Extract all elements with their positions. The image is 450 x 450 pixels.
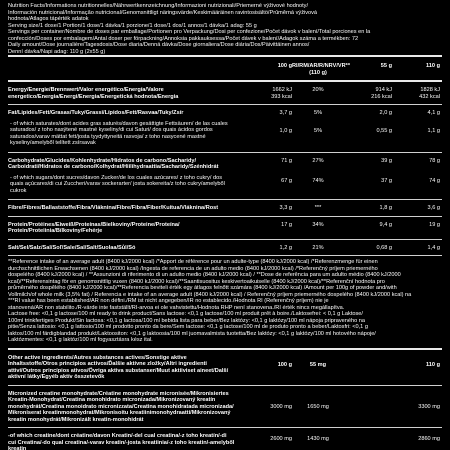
cell-value: 0,68 g <box>376 244 392 251</box>
header-line: Denní dávka/Napi adag: 110 g (2x55 g) <box>8 48 106 55</box>
footnote-line: stanovená/AR non stabilito./R-värde inte fastställt/RI-arvoa ei ole vahvistettu/Hodnota RHP není stanovena./RI érték nincs megállapítva. <box>8 304 345 311</box>
table-row-salt <box>8 239 442 256</box>
row-label: Energy/Energie/Brennwert/Valor energético/Energía/Valore energetico/Energia/Energi/Energia/Energetická hodnota/Energia <box>8 87 179 100</box>
cell-value: 1662 kJ <box>272 87 292 93</box>
cell-value: 74 g <box>429 177 440 184</box>
header-line: confección/Doses por embalagem/Antal doser per förpackning/Annoksia pakkauksessa/Počet dávek v balení/Adagok száma a termékben: 72 <box>8 35 359 42</box>
cell-value: 914 kJ <box>375 87 392 93</box>
table-header-row <box>8 55 442 80</box>
cell-value: 21% <box>312 244 324 251</box>
cell-value: 5% <box>313 110 323 116</box>
footnote-line: **Reference intake of an average adult (8400 kJ/2000 kcal) /*Apport de référence pour un adulte-type (8400 kJ/2000 kcal) /*Referenzmenge für einen <box>8 259 378 265</box>
row-label: - of which saturates/dont acides gras saturés/davon gesättigte Fettsäuren/ de las cuales saturados/ z toho nasýtené mastné kyseliny/di cui Saturi/ dos quais ácidos gordos saturados/varav mättat fett/josta tyydyttyneitä rasvoja/ z toho nasycené mastné kyseliny/amelyből telített zsírsavak <box>10 120 228 146</box>
col-header-110g: 110 g <box>426 63 440 69</box>
header-line: Daily amount/Dose journalière/Tagesdosis/Dose diaria/Denná dávka/Dose giornaliera/Dose diária/Dos/Päivittäinen annos/ <box>8 42 310 48</box>
nutrition-label <box>8 0 442 450</box>
col-header-ri: RI/RM/AR/R/NRV/VR**(110 g) <box>292 63 351 76</box>
cell-value: 3,7 g <box>279 110 292 116</box>
nutrition-header <box>8 0 442 55</box>
cell-value: 3000 mg <box>270 403 292 410</box>
cell-value: 2860 mg <box>418 436 440 442</box>
col-header-55mg: 55 mg <box>309 361 327 368</box>
row-label: Protein/Protéines/Eiweiß/Proteínas/Bielkoviny/Proteine/Proteína/ Protein/Proteiinia/Bílkoviny/Fehérje <box>8 221 180 234</box>
cell-value: *** <box>314 205 322 211</box>
cell-value: 432 kcal <box>419 93 440 100</box>
row-label: Fibre/Fibres/Ballaststoffe/Fibra/Vláknina/Fibre/Fibra/Fiber/Kuitua/Vláknina/Rost <box>8 205 219 211</box>
col-header-100g: 100 g <box>277 63 292 69</box>
section-carbohydrate <box>8 152 442 200</box>
row-label: Other active ingredients/Autres substances actives/Sonstige aktive Inhaltsstoffe/Otros principios activos/Ďalšie aktívne zložky/Altri ingredienti attivi/Outros princípios ativos/Övriga aktiva substanser/Muut aktiiviset aineet/Další aktivní látky/Egyéb aktív összetevők <box>8 354 229 380</box>
col-header-55g: 55 g <box>380 63 392 69</box>
cell-value: 2,0 g <box>379 110 392 116</box>
cell-value: 1,1 g <box>427 127 440 134</box>
row-label: Carbohydrate/Glucides/Kohlenhydrate/Hidratos de carbono/Sacharidy/ Carboidrati/Hidratos de carbono/Kolhydrat/Hiilihydraattia/Sacharidy/Szénhidrát <box>8 157 219 170</box>
row-label: - of which sugars/dont sucres/davon Zucker/de los cuales azúcares/ z toho cukry/ dos quais açúcares/di cui Zuccheri/varav sockerarter/ josta sokereita/z toho cukry/amelyből cukrok <box>10 174 225 194</box>
cell-value: 37 g <box>381 177 392 184</box>
table-row-fibre <box>8 199 442 216</box>
table-row-energy <box>8 80 442 104</box>
footnote-line: laktos/100 ml färdigblandad produkt/Laktoositon: <0,1 g laktoosia/100 ml juomavalmista tuotetta/Bez laktózy: <0,1 g laktózy/100 ml hotového nápoje/ <box>8 330 376 337</box>
cell-value: 1,2 g <box>279 244 292 251</box>
table-row-carbohydrate <box>8 153 442 175</box>
cell-value: 3,3 g <box>279 205 292 211</box>
cell-value: 9,4 g <box>379 221 392 228</box>
cell-value: 1430 mg <box>307 436 329 442</box>
footnote-line: 100ml trinkfertiges Produkt/Sin lactosa: <0,1 g lactosa/100 ml bebida lista para beber/Bez laktózy: <0,1 g laktózy/100 ml nápoja pripraveného na <box>8 317 365 324</box>
row-label: Fat/Lipides/Fett/Grasas/Tuky/Grassi/Lípidos/Fett/Rasvaa/Tuky/Zsír <box>8 110 184 116</box>
row-label: -of which creatine/dont créatine/davon Kreatin/-del cual creatina/-z toho kreatín/-di cui Creatina/-do qual creatina/-varav kreatin/-josta kreatiinia/-z toho kreatin/-amelyből kreatin <box>8 433 235 450</box>
cell-value: 3,6 g <box>427 205 440 211</box>
table-row-saturates <box>8 121 442 152</box>
cell-value: 17 g <box>281 221 292 228</box>
cell-value: 1,4 g <box>427 244 440 251</box>
cell-value: 71 g <box>281 157 292 164</box>
table-row-sugars <box>8 175 442 200</box>
cell-value: 67 g <box>281 177 292 184</box>
footnote-line: Lactose free: <0,1 g lactose/100 ml ready to drink product/Sans lactose: <0,1 g lactose/100 ml produit prêt à boire./Laktosefrei: < 0,1 g Laktose/ <box>8 311 363 317</box>
header-line: Serving size/1 dose/1 Portion/1 dose/1 dávka/1 porzione/1 dose/1 dos/1 annos/1 dávka/1 adag: 55 g <box>8 22 257 29</box>
footnote-line: kcal)/**Referensintag för en genomsnittlig vuxen (8400 kJ/2000 kcal)/**Saantisuositus keskivertoaikuiselle (8400 kJ/2000 kcal)/**Referenční hodnota pro <box>8 278 385 285</box>
table-row-fat <box>8 105 442 121</box>
footnote-line: Laktózmentes: <0,1 g laktóz/100 ml fogyasztásra kész ital. <box>8 337 153 343</box>
table-row-creatine <box>8 427 442 450</box>
footnote-line: Vollmilch/of whole milk (3,5% fat) / Referencia e intake of an average adult (8400 kJ/2000 kcal) / Referenčný príjem priemerného dospelého (8400 kJ/2000 kcal) na <box>8 291 412 298</box>
cell-value: 1828 kJ <box>420 87 440 93</box>
col-header-100g: 100 g <box>277 361 292 368</box>
cell-value: 5% <box>313 127 323 134</box>
footnote-line: durchschnittlichen Erwachsenen (8400 kJ/2000 kcal) /Ingesta de referencia de un adulto medio (8400 kJ/2000 kcal) /*Referenčný príjem priemerného <box>8 265 378 272</box>
row-label: Salt/Sel/Salz/Sal/Soľ/Sale/Sal/Salt/Suolaa/Sůl/Só <box>8 244 136 251</box>
cell-value: 19 g <box>429 221 440 228</box>
header-line: Nutrition Facts/Informations nutritionnelles/Nährwertkennzeichnung/Informazioni nutrizionali/Priemerné výživové hodnoty/ <box>8 3 309 9</box>
footnote-line: dospelého (8400 kJ/2000 kcal) / **Assunzioni di riferimento di un adulto medio (8400 kJ/2000 kcal) / **Dose de referência para um adulto médio (8400 kJ/2000 <box>8 272 401 278</box>
cell-value: 3300 mg <box>418 403 440 410</box>
cell-value: 78 g <box>429 157 440 164</box>
active-ingredients-header <box>8 348 442 385</box>
row-label: Micronized creatine monohydrate/Créatine monohydrate micronisée/Mikronisiertes Kreatin-Monohydrat/Creatina monohidrato micronizada/Mikronizovaný kreatín monohydrát/Creatina monoidrato micronizzata/Creatina monohidratada micronizada/ Mikroniserat kreatinmonohydrat/Mikronisoitu kreatiinimonohydraatti/Mikronizovaný kreatin monohydrát/Mikronizált kreatin-monohidrát <box>8 390 234 423</box>
footnote-line: průměrného dospělého (8400 kJ/2000 kcal)/**Referencia beviteli érték egy átlagos felnőtt számára (8400 kJ/2000 kcal) /Amount per 100g of powder and/with <box>8 285 397 291</box>
cell-value: 216 kcal <box>371 93 392 100</box>
cell-value: 1,0 g <box>279 127 292 134</box>
header-line: Servings per container/Nombre de doses par emballage/Portionen pro Verpackung/Dosi per confezione/Počet dávok v balení/Total porciones en la <box>8 29 371 35</box>
header-line: Información nutricional/Informação nutricional/Genomsnittligt näringsvärde/Keskimääräinen ravintosisältö/Průměrná výživová <box>8 9 318 16</box>
cell-value: 393 kcal <box>271 93 292 100</box>
header-line: hodnota/Átlagos tápérték adatok <box>8 16 89 22</box>
table-row-creatine-monohydrate <box>8 385 442 428</box>
section-fat <box>8 104 442 152</box>
cell-value: 27% <box>312 157 324 164</box>
table-row-protein <box>8 216 442 239</box>
cell-value: 74% <box>312 177 324 184</box>
footnote-line: pitie/Senza lattosio: <0,1 g lattosio/100 ml prodotto pronto da bere/Sem lactose: <0,1 g lactose/100 ml de produto pronto a beber/Laktosfri: <0,1 g <box>8 324 368 330</box>
footnote-line: ***RI value has been established/AR non défini./RM ist nicht angegeben/IR no establecido./Hodnota RI (Referenčný príjem) nie je <box>8 298 329 304</box>
col-header-110g: 110 g <box>426 361 440 368</box>
cell-value: 0,55 g <box>376 127 392 134</box>
cell-value: 1,8 g <box>379 205 392 211</box>
cell-value: 34% <box>312 221 324 228</box>
footnotes <box>8 255 442 344</box>
cell-value: 20% <box>312 87 324 93</box>
cell-value: 4,1 g <box>427 110 440 116</box>
cell-value: 2600 mg <box>270 436 292 442</box>
cell-value: 1650 mg <box>307 403 329 410</box>
cell-value: 39 g <box>381 157 392 164</box>
